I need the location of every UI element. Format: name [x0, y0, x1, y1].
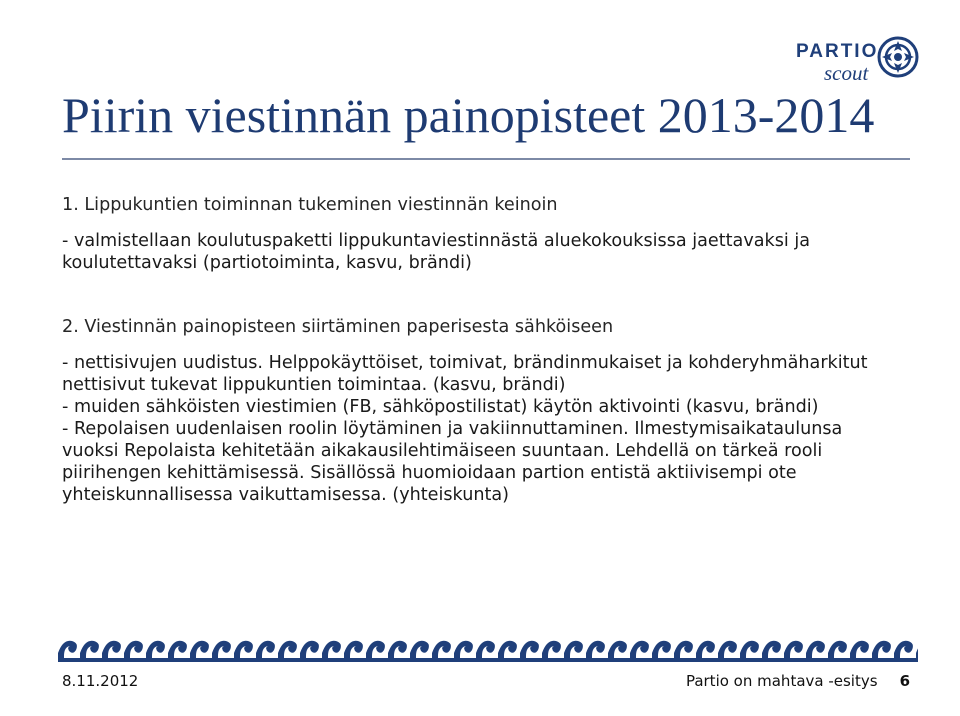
section-1-line: koulutettavaksi (partiotoiminta, kasvu, brändi): [62, 253, 472, 273]
partio-scout-logo: [790, 33, 920, 85]
title-divider: [62, 158, 910, 160]
section-2-heading: 2. Viestinnän painopisteen siirtäminen paperisesta sähköiseen: [62, 317, 614, 337]
logo-partio-text: PARTIO: [796, 41, 879, 62]
scout-emblem-icon: [876, 35, 920, 79]
footer-info: [686, 672, 910, 690]
wave-border-decoration: [58, 636, 918, 662]
logo-scout-text: scout: [824, 61, 869, 85]
footer-presentation-title: Partio on mahtava -esitys: [685, 672, 878, 690]
section-1-heading: 1. Lippukuntien toiminnan tukeminen viestinnän keinoin: [62, 195, 558, 215]
slide-title: Piirin viestinnän painopisteet 2013-2014: [62, 87, 875, 143]
section-2-line: piirihengen kehittämisessä. Sisällössä huomioidaan partion entistä aktiivisempi ote: [62, 463, 797, 483]
section-2-line: - muiden sähköisten viestimien (FB, sähköpostilistat) käytön aktivointi (kasvu, brändi): [62, 397, 819, 417]
section-2-line: yhteiskunnallisessa vaikuttamisessa. (yhteiskunta): [62, 485, 510, 505]
footer-date: 8.11.2012: [62, 672, 139, 690]
slide-body: [62, 194, 922, 506]
section-2-line: - nettisivujen uudistus. Helppokäyttöiset, toimivat, brändinmukaiset ja kohderyhmäharkitut: [62, 353, 868, 373]
section-2-line: nettisivut tukevat lippukuntien toimintaa. (kasvu, brändi): [62, 375, 566, 395]
page-number: 6: [899, 672, 910, 690]
section-1-line: - valmistellaan koulutuspaketti lippukuntaviestinnästä aluekokouksissa jaettavaksi ja: [62, 231, 811, 251]
section-2-line: vuoksi Repolaista kehitetään aikakausilehtimäiseen suuntaan. Lehdellä on tärkeä rooli: [62, 441, 823, 461]
section-2-line: - Repolaisen uudenlaisen roolin löytäminen ja vakiinnuttaminen. Ilmestymisaikataulunsa: [62, 419, 843, 439]
